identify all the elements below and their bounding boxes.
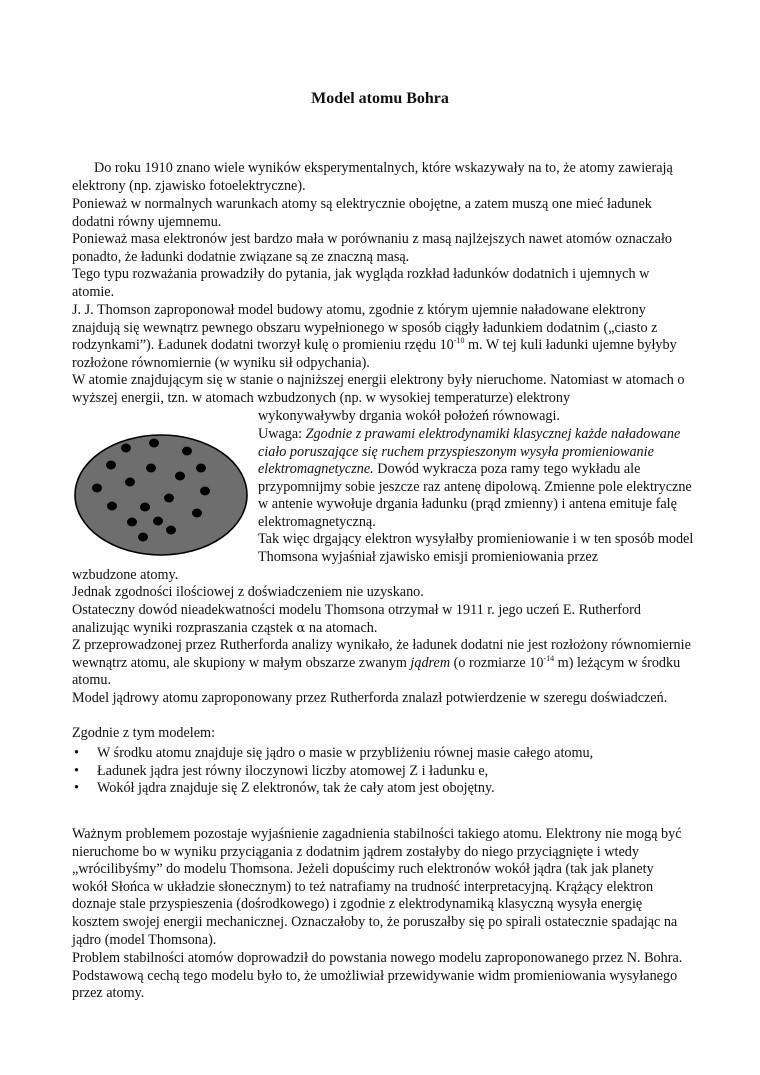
paragraph-stability: Ważnym problemem pozostaje wyjaśnienie zagadnienia stabilności takiego atomu. Elektrony nie mogą być nieruchome bo w wyniku przyciągania z dodatnim jądrem zostałyby do niego przyciągnięte i wtedy „wrócilibyśmy” do modelu Thomsona. Jeżeli dopuścimy ruch elektronów wokół jądra (tak jak planety wokół Słońca w układzie słonecznym) to też natrafiamy na trudność interpretacyjną. Krążący elektron doznaje stale przyspieszenia (dośrodkowego) i zgodnie z elektrodynamiką klasyczną wysyła energię kosztem swojej energii mechanicznej. Oznaczałoby to, że poruszałby się po spirali ostatecznie spadając na jądro (model Thomsona).	[72, 826, 682, 948]
paragraph-emission: Tak więc drgający elektron wysyłałby promieniowanie i w ten sposób model Thomsona wyjaśniał zjawisko emisji promieniowania przez	[258, 531, 694, 565]
exponent: -10	[453, 336, 465, 346]
bullet-marker: •	[74, 762, 79, 779]
paragraph-question: Tego typu rozważania prowadziły do pytania, jak wygląda rozkład ładunków dodatnich i ujemnych w atomie.	[72, 266, 650, 300]
list-item: • Wokół jądra znajduje się Z elektronów, tak że cały atom jest obojętny.	[74, 780, 495, 797]
note-paragraph: Uwaga: Zgodnie z prawami elektrodynamiki klasycznej każde naładowane ciało poruszające się ruchem przyspieszonym wysyła promieniowanie elektromagnetyczne. Dowód wykracza poza ramy tego wykładu ale przypomnijmy sobie jeszcze raz antenę dipolową. Zmienne pole elektryczne w antenie wywołuje drgania ładunku (prąd zmienny) i antena emituje falę elektromagnetyczną.	[258, 426, 692, 530]
paragraph-neutrality: Ponieważ w normalnych warunkach atomy są elektrycznie obojętne, a zatem muszą one mieć ładunek dodatni równy ujemnemu.	[72, 196, 652, 230]
paragraph-excited: W atomie znajdującym się w stanie o najniższej energii elektrony były nieruchome. Natomiast w atomach o wyższej energii, tzn. w atomach wzbudzonych (np. w wysokiej temperaturze) elektrony	[72, 372, 685, 406]
electron	[92, 484, 102, 493]
electron	[125, 478, 135, 487]
model-bullet-list	[72, 745, 692, 798]
exponent: -14	[543, 653, 555, 663]
paragraph-mass: Ponieważ masa elektronów jest bardzo mała w porównaniu z masą najlżejszych nawet atomów oznaczało ponadto, że ładunki dodatnie związane są ze znaczną masą.	[72, 231, 672, 265]
electron	[192, 509, 202, 518]
paragraph-model-intro: Zgodnie z tym modelem:	[72, 725, 216, 741]
electron	[153, 517, 163, 526]
electron	[149, 439, 159, 448]
paragraph-thomson: J. J. Thomson zaproponował model budowy atomu, zgodnie z którym ujemnie naładowane elektrony znajdują się wewnątrz pewnego obszaru wypełnionego w sposób ciągły ładunkiem dodatnim („ciasto z rodzynkami”). Ładunek dodatni tworzył kulę o promieniu rzędu $10^{-10}$ m. W tej kuli ładunki ujemne byłyby rozłożone równomiernie (w wyniku sił odpychania).	[72, 302, 677, 371]
electron	[127, 518, 137, 527]
bullet-marker: •	[74, 745, 79, 761]
electron	[138, 533, 148, 542]
list-item: • Ładunek jądra jest równy iloczynowi liczby atomowej Z i ładunku e,	[74, 762, 489, 779]
note-label: Uwaga:	[258, 426, 306, 442]
electron	[182, 447, 192, 456]
nucleus-term: jądrem	[410, 654, 451, 671]
paragraph-excited-atoms: wzbudzone atomy.	[72, 567, 179, 583]
electron	[106, 461, 116, 470]
list-item: • W środku atomu znajduje się jądro o masie w przybliżeniu równej masie całego atomu,	[74, 745, 594, 761]
electron	[121, 444, 131, 453]
atom-body	[75, 435, 247, 555]
electron	[146, 464, 156, 473]
thomson-atom-illustration	[72, 430, 252, 560]
electron	[200, 487, 210, 496]
page-title: Model atomu Bohra	[311, 90, 449, 107]
paragraph-intro: Do roku 1910 znano wiele wyników eksperymentalnych, które wskazywały na to, że atomy zawierają elektrony (np. zjawisko fotoelektryczne).	[72, 160, 673, 194]
note-emphasis: Zgodnie z prawami elektrodynamiki klasycznej każde naładowane ciało poruszające się ruchem przyspieszonym wysyła promieniowanie elektromagnetyczne.	[258, 426, 681, 478]
electron	[107, 502, 117, 511]
electron	[140, 503, 150, 512]
electron	[175, 472, 185, 481]
paragraph-bohr: Problem stabilności atomów doprowadził do powstania nowego modelu zaproponowanego przez N. Bohra. Podstawową cechą tego modelu było to, że umożliwiał przewidywanie widm promieniowania wysyłanego przez atomy.	[72, 950, 683, 1002]
paragraph-confirmation: Model jądrowy atomu zaproponowany przez Rutherforda znalazł potwierdzenie w szeregu doświadczeń.	[72, 690, 668, 706]
paragraph-nucleus: Z przeprowadzonej przez Rutherforda analizy wynikało, że ładunek dodatni nie jest rozłożony równomiernie wewnątrz atomu, ale skupiony w małym obszarze zwanym jądrem (o rozmiarze $10^{-14}$ m) leżącym w środku atomu.	[72, 637, 691, 689]
electron	[196, 464, 206, 473]
paragraph-rutherford: Ostateczny dowód nieadekwatności modelu Thomsona otrzymał w 1911 r. jego uczeń E. Rutherford analizując wyniki rozpraszania cząstek α na atomach.	[72, 602, 641, 636]
alpha-symbol: α	[296, 620, 306, 636]
electron	[166, 526, 176, 535]
paragraph-vibrations: wykonywaływby drgania wokół położeń równowagi.	[258, 408, 560, 424]
electron	[164, 494, 174, 503]
bullet-marker: •	[74, 780, 79, 797]
paragraph-no-agreement: Jednak zgodności ilościowej z doświadczeniem nie uzyskano.	[72, 584, 424, 600]
